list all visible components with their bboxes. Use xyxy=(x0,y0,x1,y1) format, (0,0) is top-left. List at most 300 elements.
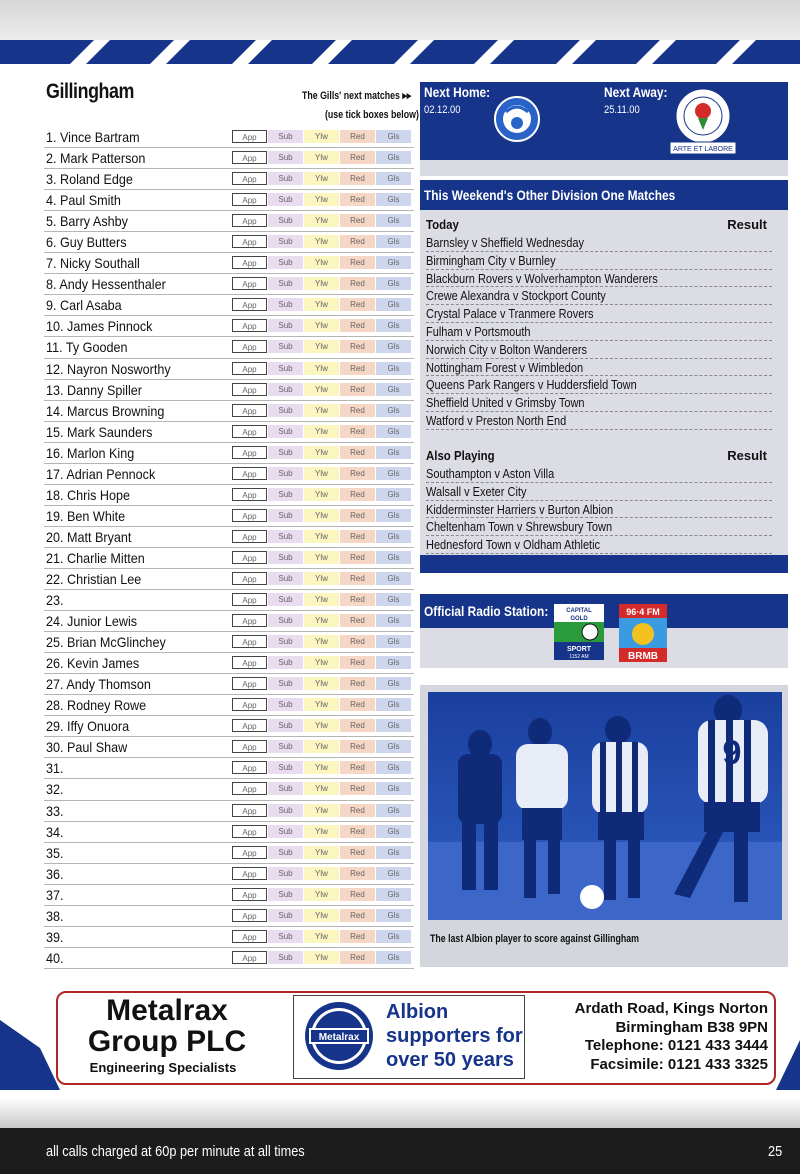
sub-tick-box[interactable]: Sub xyxy=(268,383,303,396)
player-name: 38. xyxy=(46,907,64,924)
ylw-tick-box[interactable]: Ylw xyxy=(304,867,339,880)
app-tick-box[interactable]: App xyxy=(232,804,267,817)
app-tick-box[interactable]: App xyxy=(232,362,267,375)
gls-tick-box[interactable]: Gls xyxy=(376,235,411,248)
gills-next-matches-label: The Gills' next matches ▸▸ xyxy=(302,90,412,102)
sub-tick-box[interactable]: Sub xyxy=(268,782,303,795)
red-tick-box[interactable]: Red xyxy=(340,698,375,711)
gls-tick-box[interactable]: Gls xyxy=(376,130,411,143)
player-name: 37. xyxy=(46,886,64,903)
fixture-item xyxy=(426,376,772,394)
player-row xyxy=(44,801,414,822)
ylw-tick-box[interactable]: Ylw xyxy=(304,404,339,417)
sub-tick-box[interactable]: Sub xyxy=(268,677,303,690)
gls-tick-box[interactable]: Gls xyxy=(376,383,411,396)
fixture-text: Sheffield United v Grimsby Town xyxy=(426,396,585,411)
red-tick-box[interactable]: Red xyxy=(340,446,375,459)
sub-tick-box[interactable]: Sub xyxy=(268,930,303,943)
player-row xyxy=(44,337,414,358)
app-tick-box[interactable]: App xyxy=(232,888,267,901)
player-row xyxy=(44,611,414,632)
app-tick-box[interactable]: App xyxy=(232,277,267,290)
player-row xyxy=(44,401,414,422)
ylw-tick-box[interactable]: Ylw xyxy=(304,383,339,396)
red-tick-box[interactable]: Red xyxy=(340,677,375,690)
fixture-item xyxy=(426,234,772,252)
player-name: 31. xyxy=(46,760,64,777)
sub-tick-box[interactable]: Sub xyxy=(268,151,303,164)
sub-tick-box[interactable]: Sub xyxy=(268,298,303,311)
red-tick-box[interactable]: Red xyxy=(340,404,375,417)
app-tick-box[interactable]: App xyxy=(232,256,267,269)
player-name: 22. Christian Lee xyxy=(46,570,142,587)
ylw-tick-box[interactable]: Ylw xyxy=(304,951,339,964)
today-heading: Today xyxy=(426,217,459,232)
gls-tick-box[interactable]: Gls xyxy=(376,572,411,585)
player-name: 6. Guy Butters xyxy=(46,234,127,251)
app-tick-box[interactable]: App xyxy=(232,572,267,585)
fixture-item xyxy=(426,359,772,377)
gls-tick-box[interactable]: Gls xyxy=(376,425,411,438)
app-tick-box[interactable]: App xyxy=(232,193,267,206)
red-tick-box[interactable]: Red xyxy=(340,530,375,543)
sub-tick-box[interactable]: Sub xyxy=(268,635,303,648)
fixture-text: Walsall v Exeter City xyxy=(426,484,527,499)
app-tick-box[interactable]: App xyxy=(232,761,267,774)
player-name: 16. Marlon King xyxy=(46,444,135,461)
red-tick-box[interactable]: Red xyxy=(340,277,375,290)
gls-tick-box[interactable]: Gls xyxy=(376,677,411,690)
app-tick-box[interactable]: App xyxy=(232,846,267,859)
app-tick-box[interactable]: App xyxy=(232,172,267,185)
fixture-item xyxy=(426,287,772,305)
gls-tick-box[interactable]: Gls xyxy=(376,256,411,269)
red-tick-box[interactable]: Red xyxy=(340,909,375,922)
match-action-photo xyxy=(428,692,782,920)
ylw-tick-box[interactable]: Ylw xyxy=(304,909,339,922)
player-name: 18. Chris Hope xyxy=(46,486,131,503)
red-tick-box[interactable]: Red xyxy=(340,193,375,206)
gls-tick-box[interactable]: Gls xyxy=(376,867,411,880)
gls-tick-box[interactable]: Gls xyxy=(376,488,411,501)
red-tick-box[interactable]: Red xyxy=(340,572,375,585)
fixture-text: Barnsley v Sheffield Wednesday xyxy=(426,236,584,250)
gls-tick-box[interactable]: Gls xyxy=(376,551,411,564)
red-tick-box[interactable]: Red xyxy=(340,340,375,353)
fixture-text: Watford v Preston North End xyxy=(426,413,567,428)
division-matches-body xyxy=(420,210,788,555)
red-tick-box[interactable]: Red xyxy=(340,214,375,227)
gls-tick-box[interactable]: Gls xyxy=(376,825,411,838)
sub-tick-box[interactable]: Sub xyxy=(268,277,303,290)
red-tick-box[interactable]: Red xyxy=(340,362,375,375)
also-playing-heading: Also Playing xyxy=(426,448,495,463)
app-tick-box[interactable]: App xyxy=(232,614,267,627)
gls-tick-box[interactable]: Gls xyxy=(376,593,411,606)
red-tick-box[interactable]: Red xyxy=(340,551,375,564)
app-tick-box[interactable]: App xyxy=(232,909,267,922)
red-tick-box[interactable]: Red xyxy=(340,614,375,627)
also-result-heading: Result xyxy=(727,448,767,463)
gls-tick-box[interactable]: Gls xyxy=(376,298,411,311)
ylw-tick-box[interactable]: Ylw xyxy=(304,235,339,248)
sub-tick-box[interactable]: Sub xyxy=(268,909,303,922)
fixture-text: Kidderminster Harriers v Burton Albion xyxy=(426,502,614,517)
radio-body xyxy=(420,628,788,668)
app-tick-box[interactable]: App xyxy=(232,551,267,564)
player-name: 36. xyxy=(46,865,64,882)
ylw-tick-box[interactable]: Ylw xyxy=(304,593,339,606)
advert-specialists: Engineering Specialists xyxy=(89,1060,237,1075)
capital-gold-sport-logo xyxy=(554,604,604,660)
app-tick-box[interactable]: App xyxy=(232,235,267,248)
sub-tick-box[interactable]: Sub xyxy=(268,340,303,353)
ylw-tick-box[interactable]: Ylw xyxy=(304,130,339,143)
red-tick-box[interactable]: Red xyxy=(340,656,375,669)
app-tick-box[interactable]: App xyxy=(232,719,267,732)
fixture-text: Norwich City v Bolton Wanderers xyxy=(426,342,587,357)
sub-tick-box[interactable]: Sub xyxy=(268,656,303,669)
sub-tick-box[interactable]: Sub xyxy=(268,719,303,732)
ylw-tick-box[interactable]: Ylw xyxy=(304,572,339,585)
sub-tick-box[interactable]: Sub xyxy=(268,172,303,185)
red-tick-box[interactable]: Red xyxy=(340,740,375,753)
sub-tick-box[interactable]: Sub xyxy=(268,888,303,901)
app-tick-box[interactable]: App xyxy=(232,530,267,543)
telephone-line: Telephone: 0121 433 3444 xyxy=(584,1037,768,1054)
player-name: 39. xyxy=(46,928,64,945)
app-tick-box[interactable]: App xyxy=(232,298,267,311)
gls-tick-box[interactable]: Gls xyxy=(376,909,411,922)
ylw-tick-box[interactable]: Ylw xyxy=(304,509,339,522)
ylw-tick-box[interactable]: Ylw xyxy=(304,614,339,627)
player-name: 23. xyxy=(46,592,64,609)
fixture-item xyxy=(426,465,772,483)
fixture-text: Blackburn Rovers v Wolverhampton Wanderers xyxy=(426,271,658,286)
app-tick-box[interactable]: App xyxy=(232,930,267,943)
gls-tick-box[interactable]: Gls xyxy=(376,319,411,332)
gls-tick-box[interactable]: Gls xyxy=(376,362,411,375)
player-row xyxy=(44,674,414,695)
ylw-tick-box[interactable]: Ylw xyxy=(304,277,339,290)
gls-tick-box[interactable]: Gls xyxy=(376,509,411,522)
advert-company-name xyxy=(82,995,252,1057)
ylw-tick-box[interactable]: Ylw xyxy=(304,846,339,859)
gls-tick-box[interactable]: Gls xyxy=(376,446,411,459)
app-tick-box[interactable]: App xyxy=(232,425,267,438)
squad-list xyxy=(44,127,414,969)
ylw-tick-box[interactable]: Ylw xyxy=(304,825,339,838)
advert-company-line1: Metalrax xyxy=(106,994,228,1027)
red-tick-box[interactable]: Red xyxy=(340,467,375,480)
player-name: 32. xyxy=(46,781,64,798)
slogan-line-3: over 50 years xyxy=(386,1049,514,1071)
red-tick-box[interactable]: Red xyxy=(340,719,375,732)
fixture-item xyxy=(426,394,772,412)
fixture-text: Queens Park Rangers v Huddersfield Town xyxy=(426,378,637,393)
app-tick-box[interactable]: App xyxy=(232,467,267,480)
football-icon xyxy=(582,624,598,640)
red-tick-box[interactable]: Red xyxy=(340,130,375,143)
player-name: 13. Danny Spiller xyxy=(46,381,142,398)
red-tick-box[interactable]: Red xyxy=(340,425,375,438)
gls-tick-box[interactable]: Gls xyxy=(376,635,411,648)
app-tick-box[interactable]: App xyxy=(232,593,267,606)
ylw-tick-box[interactable]: Ylw xyxy=(304,761,339,774)
player-name: 14. Marcus Browning xyxy=(46,402,165,419)
ylw-tick-box[interactable]: Ylw xyxy=(304,319,339,332)
red-tick-box[interactable]: Red xyxy=(340,635,375,648)
squad-title: Gillingham xyxy=(46,80,134,103)
ylw-tick-box[interactable]: Ylw xyxy=(304,635,339,648)
red-tick-box[interactable]: Red xyxy=(340,319,375,332)
gls-tick-box[interactable]: Gls xyxy=(376,888,411,901)
player-row xyxy=(44,316,414,337)
red-tick-box[interactable]: Red xyxy=(340,593,375,606)
red-tick-box[interactable]: Red xyxy=(340,825,375,838)
app-tick-box[interactable]: App xyxy=(232,867,267,880)
ylw-tick-box[interactable]: Ylw xyxy=(304,362,339,375)
player-row xyxy=(44,927,414,948)
gls-tick-box[interactable]: Gls xyxy=(376,719,411,732)
red-tick-box[interactable]: Red xyxy=(340,383,375,396)
ylw-tick-box[interactable]: Ylw xyxy=(304,888,339,901)
gls-tick-box[interactable]: Gls xyxy=(376,951,411,964)
sub-tick-box[interactable]: Sub xyxy=(268,825,303,838)
app-tick-box[interactable]: App xyxy=(232,825,267,838)
app-tick-box[interactable]: App xyxy=(232,319,267,332)
gls-tick-box[interactable]: Gls xyxy=(376,698,411,711)
ylw-tick-box[interactable]: Ylw xyxy=(304,151,339,164)
player-row xyxy=(44,380,414,401)
player-row xyxy=(44,464,414,485)
red-tick-box[interactable]: Red xyxy=(340,488,375,501)
app-tick-box[interactable]: App xyxy=(232,383,267,396)
gls-tick-box[interactable]: Gls xyxy=(376,340,411,353)
red-tick-box[interactable]: Red xyxy=(340,888,375,901)
birmingham-city-badge-icon xyxy=(494,86,540,152)
player-row xyxy=(44,190,414,211)
ylw-tick-box[interactable]: Ylw xyxy=(304,446,339,459)
sub-tick-box[interactable]: Sub xyxy=(268,698,303,711)
red-tick-box[interactable]: Red xyxy=(340,151,375,164)
sub-tick-box[interactable]: Sub xyxy=(268,404,303,417)
fixture-item xyxy=(426,270,772,288)
ylw-tick-box[interactable]: Ylw xyxy=(304,698,339,711)
app-tick-box[interactable]: App xyxy=(232,151,267,164)
sub-tick-box[interactable]: Sub xyxy=(268,761,303,774)
gls-tick-box[interactable]: Gls xyxy=(376,467,411,480)
app-tick-box[interactable]: App xyxy=(232,951,267,964)
sub-tick-box[interactable]: Sub xyxy=(268,130,303,143)
player-row xyxy=(44,506,414,527)
ylw-tick-box[interactable]: Ylw xyxy=(304,256,339,269)
player-row xyxy=(44,527,414,548)
radio-header xyxy=(420,594,788,628)
fixture-item xyxy=(426,536,772,554)
player-name: 15. Mark Saunders xyxy=(46,423,153,440)
ylw-tick-box[interactable]: Ylw xyxy=(304,425,339,438)
sub-tick-box[interactable]: Sub xyxy=(268,951,303,964)
sub-tick-box[interactable]: Sub xyxy=(268,867,303,880)
sub-tick-box[interactable]: Sub xyxy=(268,425,303,438)
player-name: 3. Roland Edge xyxy=(46,171,133,188)
fixture-text: Birmingham City v Burnley xyxy=(426,253,556,268)
page-footer xyxy=(0,1128,800,1174)
ylw-tick-box[interactable]: Ylw xyxy=(304,488,339,501)
gls-tick-box[interactable]: Gls xyxy=(376,740,411,753)
left-blue-wedge xyxy=(0,1020,60,1090)
gls-tick-box[interactable]: Gls xyxy=(376,656,411,669)
address-line-1: Ardath Road, Kings Norton xyxy=(574,1000,768,1017)
photo-caption: The last Albion player to score against Gillingham xyxy=(430,933,639,945)
sub-tick-box[interactable]: Sub xyxy=(268,319,303,332)
app-tick-box[interactable]: App xyxy=(232,340,267,353)
ylw-tick-box[interactable]: Ylw xyxy=(304,677,339,690)
fixture-text: Hednesford Town v Oldham Athletic xyxy=(426,538,601,553)
fixture-item xyxy=(426,518,772,536)
ylw-tick-box[interactable]: Ylw xyxy=(304,214,339,227)
red-tick-box[interactable]: Red xyxy=(340,867,375,880)
gls-tick-box[interactable]: Gls xyxy=(376,804,411,817)
sub-tick-box[interactable]: Sub xyxy=(268,740,303,753)
red-tick-box[interactable]: Red xyxy=(340,930,375,943)
ylw-tick-box[interactable]: Ylw xyxy=(304,530,339,543)
address-line-2: Birmingham B38 9PN xyxy=(615,1018,768,1036)
red-tick-box[interactable]: Red xyxy=(340,761,375,774)
ylw-tick-box[interactable]: Ylw xyxy=(304,930,339,943)
sub-tick-box[interactable]: Sub xyxy=(268,551,303,564)
ylw-tick-box[interactable]: Ylw xyxy=(304,719,339,732)
sub-tick-box[interactable]: Sub xyxy=(268,488,303,501)
app-tick-box[interactable]: App xyxy=(232,635,267,648)
gls-tick-box[interactable]: Gls xyxy=(376,193,411,206)
sub-tick-box[interactable]: Sub xyxy=(268,804,303,817)
red-tick-box[interactable]: Red xyxy=(340,509,375,522)
gls-tick-box[interactable]: Gls xyxy=(376,846,411,859)
sub-tick-box[interactable]: Sub xyxy=(268,572,303,585)
brmb-frequency: 96·4 FM xyxy=(626,607,660,617)
player-row xyxy=(44,211,414,232)
player-row xyxy=(44,716,414,737)
fixture-text: Southampton v Aston Villa xyxy=(426,467,555,481)
red-tick-box[interactable]: Red xyxy=(340,782,375,795)
app-tick-box[interactable]: App xyxy=(232,509,267,522)
ylw-tick-box[interactable]: Ylw xyxy=(304,172,339,185)
fixture-item xyxy=(426,252,772,270)
red-tick-box[interactable]: Red xyxy=(340,298,375,311)
red-tick-box[interactable]: Red xyxy=(340,172,375,185)
gls-tick-box[interactable]: Gls xyxy=(376,782,411,795)
player-name: 8. Andy Hessenthaler xyxy=(46,276,166,293)
player-row xyxy=(44,274,414,295)
red-tick-box[interactable]: Red xyxy=(340,804,375,817)
ylw-tick-box[interactable]: Ylw xyxy=(304,551,339,564)
sub-tick-box[interactable]: Sub xyxy=(268,235,303,248)
sub-tick-box[interactable]: Sub xyxy=(268,614,303,627)
red-tick-box[interactable]: Red xyxy=(340,846,375,859)
sub-tick-box[interactable]: Sub xyxy=(268,530,303,543)
sub-tick-box[interactable]: Sub xyxy=(268,467,303,480)
facsimile-line: Facsimile: 0121 433 3325 xyxy=(590,1055,768,1073)
ylw-tick-box[interactable]: Ylw xyxy=(304,298,339,311)
next-panel-base xyxy=(420,160,788,176)
app-tick-box[interactable]: App xyxy=(232,656,267,669)
app-tick-box[interactable]: App xyxy=(232,740,267,753)
today-result-heading: Result xyxy=(727,217,767,232)
red-tick-box[interactable]: Red xyxy=(340,951,375,964)
player-name: 7. Nicky Southall xyxy=(46,255,140,272)
player-name: 21. Charlie Mitten xyxy=(46,549,145,566)
ylw-tick-box[interactable]: Ylw xyxy=(304,804,339,817)
fixture-item xyxy=(426,323,772,341)
advert-slogan xyxy=(386,1000,526,1072)
app-tick-box[interactable]: App xyxy=(232,677,267,690)
player-name: 5. Barry Ashby xyxy=(46,213,128,230)
sub-tick-box[interactable]: Sub xyxy=(268,593,303,606)
gls-tick-box[interactable]: Gls xyxy=(376,172,411,185)
today-match-list xyxy=(426,234,772,430)
next-away-label: Next Away: xyxy=(604,84,668,100)
player-row xyxy=(44,422,414,443)
fixture-item xyxy=(426,483,772,501)
app-tick-box[interactable]: App xyxy=(232,404,267,417)
player-name: 34. xyxy=(46,823,64,840)
gls-tick-box[interactable]: Gls xyxy=(376,930,411,943)
division-matches-header xyxy=(420,180,788,210)
also-playing-match-list xyxy=(426,465,772,554)
app-tick-box[interactable]: App xyxy=(232,782,267,795)
ylw-tick-box[interactable]: Ylw xyxy=(304,467,339,480)
gls-tick-box[interactable]: Gls xyxy=(376,614,411,627)
next-home-label: Next Home: xyxy=(424,84,491,100)
sub-tick-box[interactable]: Sub xyxy=(268,214,303,227)
gls-tick-box[interactable]: Gls xyxy=(376,530,411,543)
sub-tick-box[interactable]: Sub xyxy=(268,509,303,522)
gls-tick-box[interactable]: Gls xyxy=(376,761,411,774)
app-tick-box[interactable]: App xyxy=(232,446,267,459)
sub-tick-box[interactable]: Sub xyxy=(268,446,303,459)
player-row xyxy=(44,169,414,190)
ylw-tick-box[interactable]: Ylw xyxy=(304,656,339,669)
player-row xyxy=(44,822,414,843)
sub-tick-box[interactable]: Sub xyxy=(268,362,303,375)
player-row xyxy=(44,632,414,653)
sub-tick-box[interactable]: Sub xyxy=(268,846,303,859)
sub-tick-box[interactable]: Sub xyxy=(268,256,303,269)
app-tick-box[interactable]: App xyxy=(232,488,267,501)
ylw-tick-box[interactable]: Ylw xyxy=(304,740,339,753)
ylw-tick-box[interactable]: Ylw xyxy=(304,193,339,206)
gls-tick-box[interactable]: Gls xyxy=(376,214,411,227)
gls-tick-box[interactable]: Gls xyxy=(376,277,411,290)
sub-tick-box[interactable]: Sub xyxy=(268,193,303,206)
player-name: 26. Kevin James xyxy=(46,655,140,672)
tick-boxes-note: (use tick boxes below) xyxy=(325,109,419,121)
stripe-decoration xyxy=(0,40,800,64)
ylw-tick-box[interactable]: Ylw xyxy=(304,782,339,795)
app-tick-box[interactable]: App xyxy=(232,130,267,143)
red-tick-box[interactable]: Red xyxy=(340,256,375,269)
player-row xyxy=(44,737,414,758)
division-matches-footer-bar xyxy=(420,555,788,573)
red-tick-box[interactable]: Red xyxy=(340,235,375,248)
app-tick-box[interactable]: App xyxy=(232,214,267,227)
gls-tick-box[interactable]: Gls xyxy=(376,151,411,164)
app-tick-box[interactable]: App xyxy=(232,698,267,711)
gls-tick-box[interactable]: Gls xyxy=(376,404,411,417)
ylw-tick-box[interactable]: Ylw xyxy=(304,340,339,353)
